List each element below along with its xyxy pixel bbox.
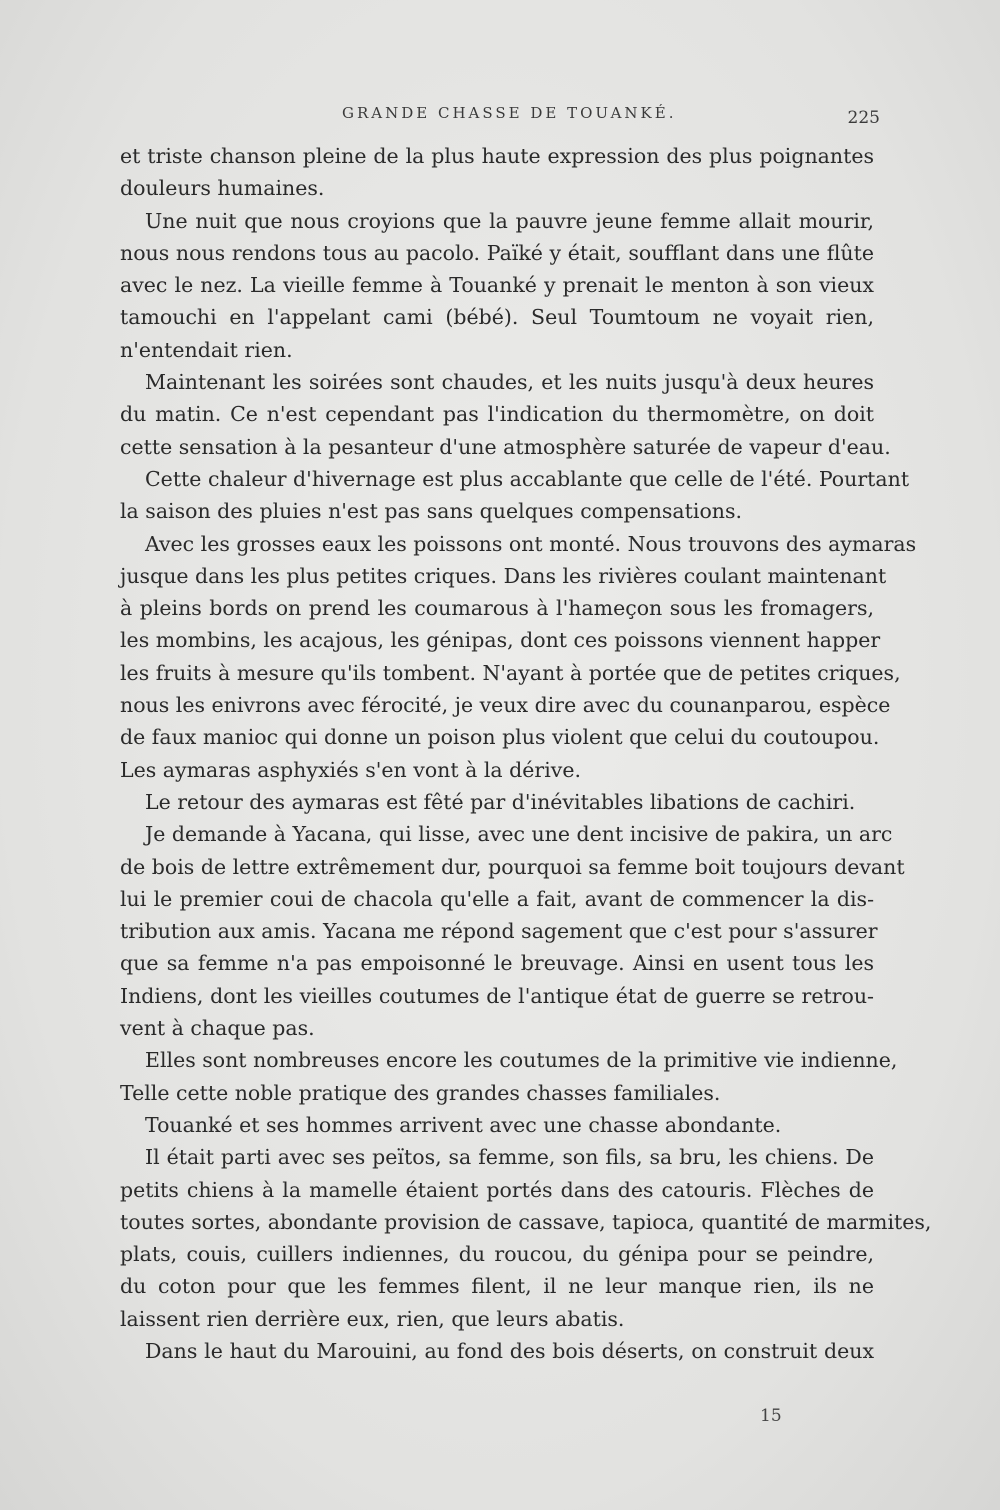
text-line: cette sensation à la pesanteur d'une atmosphère saturée de vapeur d'eau. (120, 434, 891, 459)
text-line: Indiens, dont les vieilles coutumes de l'antique état de guerre se retrou- (120, 983, 874, 1008)
text-line: du coton pour que les femmes filent, il ne leur manque rien, ils ne (120, 1274, 874, 1299)
text-line: Dans le haut du Marouini, au fond des bois déserts, on construit deux (145, 1338, 874, 1363)
text-line: vent à chaque pas. (120, 1016, 315, 1041)
text-line: de bois de lettre extrêmement dur, pourquoi sa femme boit toujours devant (120, 854, 905, 879)
text-line: Telle cette noble pratique des grandes chasses familiales. (120, 1080, 721, 1105)
text-line: que sa femme n'a pas empoisonné le breuvage. Ainsi en usent tous les (120, 951, 874, 976)
text-line: petits chiens à la mamelle étaient portés dans des catouris. Flèches de (120, 1177, 874, 1202)
text-line: de faux manioc qui donne un poison plus violent que celui du coutoupou. (120, 725, 880, 750)
text-line: les fruits à mesure qu'ils tombent. N'ayant à portée que de petites criques, (120, 660, 901, 685)
text-line: Il était parti avec ses peïtos, sa femme, son fils, sa bru, les chiens. De (145, 1145, 874, 1170)
text-line: Elles sont nombreuses encore les coutumes de la primitive vie indienne, (145, 1048, 898, 1073)
text-line: douleurs humaines. (120, 176, 325, 201)
signature-mark: 15 (760, 1406, 782, 1426)
text-line: avec le nez. La vieille femme à Touanké y prenait le menton à son vieux (120, 273, 874, 298)
text-line: jusque dans les plus petites criques. Dans les rivières coulant maintenant (120, 563, 887, 588)
page-number: 225 (847, 108, 880, 128)
text-line: laissent rien derrière eux, rien, que leurs abatis. (120, 1306, 625, 1331)
text-line: la saison des pluies n'est pas sans quelques compensations. (120, 499, 743, 524)
running-title: GRANDE CHASSE DE TOUANKÉ. (342, 104, 677, 122)
text-line: Une nuit que nous croyions que la pauvre jeune femme allait mourir, (145, 208, 874, 233)
text-line: les mombins, les acajous, les génipas, dont ces poissons viennent happer (120, 628, 881, 653)
text-line: et triste chanson pleine de la plus haute expression des plus poignantes (120, 144, 874, 168)
text-line: Cette chaleur d'hivernage est plus accablante que celle de l'été. Pourtant (145, 466, 910, 491)
text-line: lui le premier coui de chacola qu'elle a fait, avant de commencer la dis- (120, 886, 874, 911)
text-line: à pleins bords on prend les coumarous à l'hameçon sous les fromagers, (120, 596, 874, 621)
text-line: Je demande à Yacana, qui lisse, avec une dent incisive de pakira, un arc (145, 822, 893, 847)
text-line: Avec les grosses eaux les poissons ont monté. Nous trouvons des aymaras (145, 531, 917, 556)
body-text (120, 140, 932, 1367)
text-line: nous nous rendons tous au pacolo. Païké y était, soufflant dans une flûte (120, 240, 874, 265)
text-line: Les aymaras asphyxiés s'en vont à la dérive. (120, 757, 581, 782)
text-line: n'entendait rien. (120, 337, 293, 362)
text-line: toutes sortes, abondante provision de cassave, tapioca, quantité de marmites, (120, 1209, 932, 1234)
text-line: plats, couis, cuillers indiennes, du roucou, du génipa pour se peindre, (120, 1242, 874, 1267)
text-line: Maintenant les soirées sont chaudes, et les nuits jusqu'à deux heures (145, 370, 874, 395)
text-line: tribution aux amis. Yacana me répond sagement que c'est pour s'assurer (120, 919, 878, 944)
text-line: tamouchi en l'appelant cami (bébé). Seul Toumtoum ne voyait rien, (120, 305, 874, 330)
text-line: Touanké et ses hommes arrivent avec une chasse abondante. (145, 1112, 782, 1137)
text-line: Le retour des aymaras est fêté par d'inévitables libations de cachiri. (145, 789, 856, 814)
text-line: du matin. Ce n'est cependant pas l'indication du thermomètre, on doit (120, 402, 874, 427)
text-line: nous les enivrons avec férocité, je veux dire avec du counanparou, espèce (120, 693, 891, 718)
